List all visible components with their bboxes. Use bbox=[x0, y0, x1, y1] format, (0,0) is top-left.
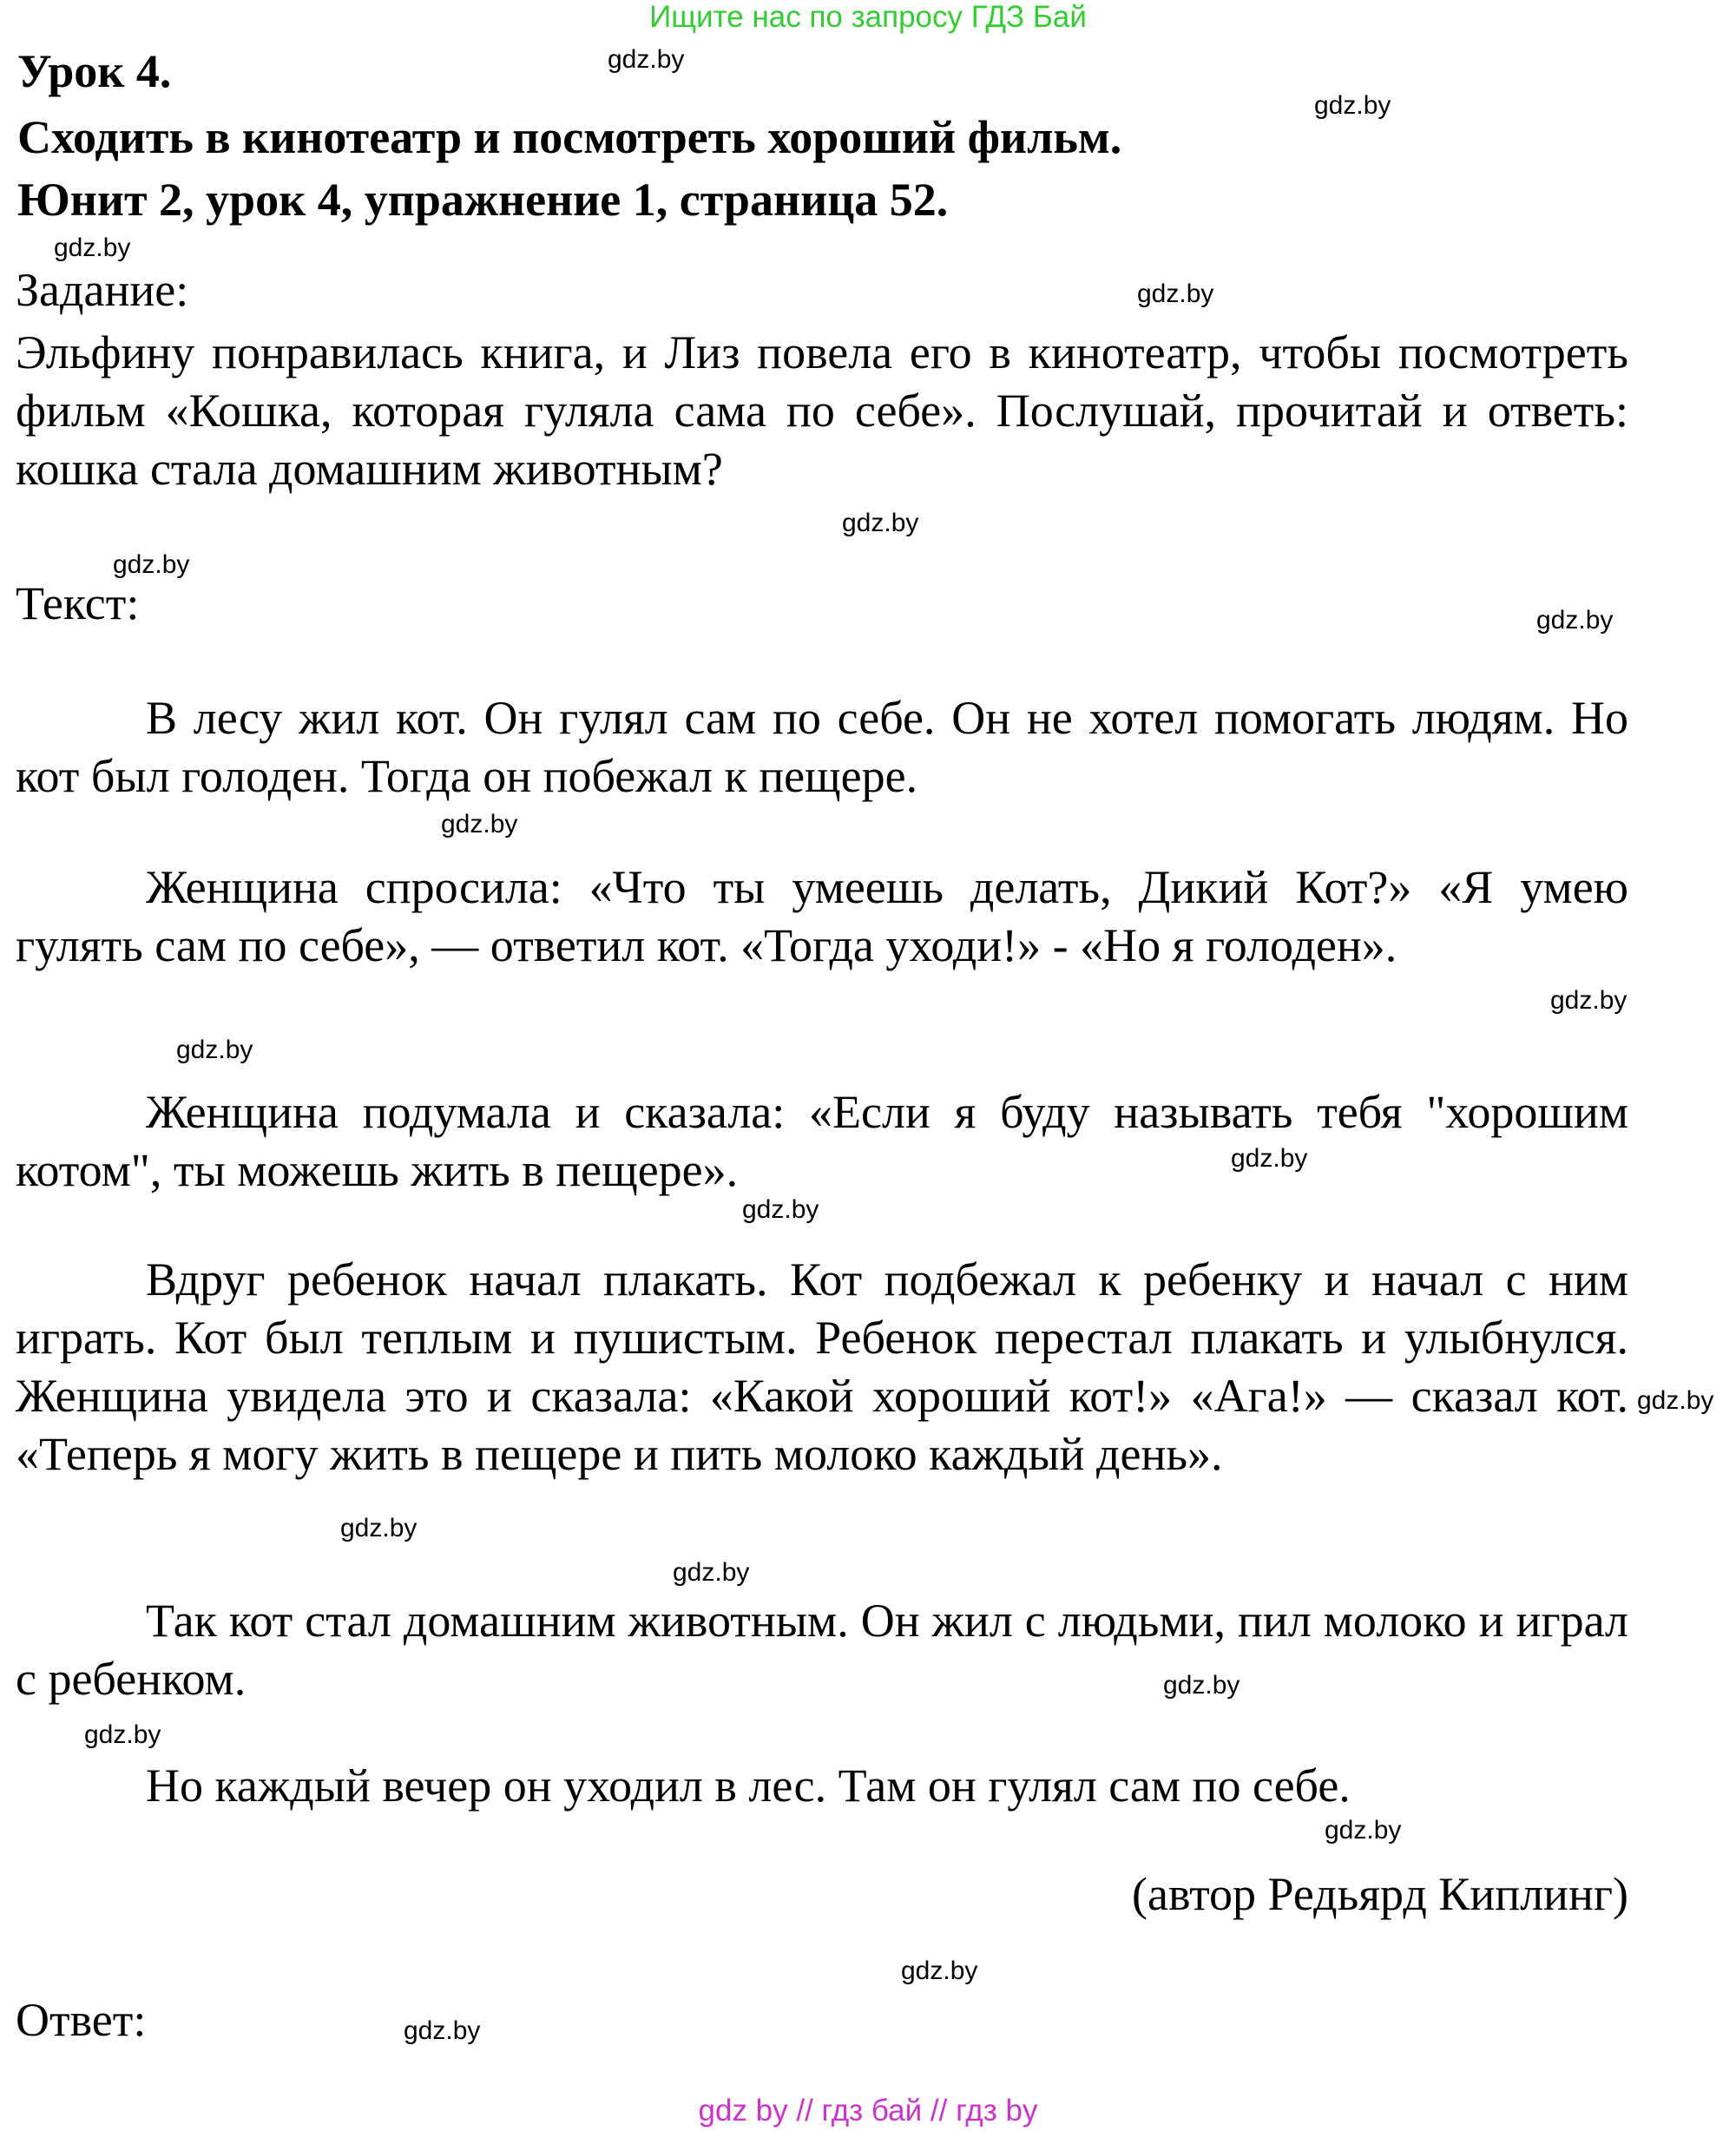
lesson-reference: Юнит 2, урок 4, упражнение 1, страница 52. bbox=[17, 174, 949, 226]
watermark: gdz.by bbox=[901, 1957, 978, 1985]
watermark: gdz.by bbox=[1137, 280, 1214, 308]
watermark: gdz.by bbox=[1536, 606, 1614, 635]
watermark: gdz.by bbox=[176, 1036, 253, 1064]
watermark: gdz.by bbox=[1163, 1671, 1240, 1700]
watermark: gdz.by bbox=[608, 45, 685, 74]
task-label: Задание: bbox=[16, 264, 189, 316]
watermark: gdz.by bbox=[54, 233, 131, 262]
watermark: gdz.by bbox=[842, 509, 919, 537]
watermark: gdz.by bbox=[1637, 1386, 1714, 1415]
watermark: gdz.by bbox=[1231, 1144, 1308, 1173]
top-banner: Ищите нас по запросу ГДЗ Бай bbox=[649, 0, 1087, 34]
watermark: gdz.by bbox=[1314, 91, 1391, 120]
text-paragraph: В лесу жил кот. Он гулял сам по себе. Он не хотел помогать людям. Но кот был голоден. Тогда он побежал к пещере. bbox=[16, 692, 1628, 802]
text-paragraph: Но каждый вечер он уходил в лес. Там он гулял сам по себе. bbox=[146, 1759, 1351, 1812]
watermark: gdz.by bbox=[1325, 1816, 1402, 1845]
text-paragraph: Женщина подумала и сказала: «Если я буду называть тебя "хорошим котом", ты можешь жить в пещере». bbox=[16, 1086, 1628, 1196]
text-paragraph: Женщина спросила: «Что ты умеешь делать, Дикий Кот?» «Я умею гулять сам по себе», — ответил кот. «Тогда уходи!» - «Но я голоден». bbox=[16, 861, 1628, 971]
footer-watermark: gdz by // гдз бай // гдз by bbox=[698, 2094, 1038, 2128]
watermark: gdz.by bbox=[1550, 986, 1628, 1015]
watermark: gdz.by bbox=[404, 2016, 481, 2045]
author-credit: (автор Редьярд Киплинг) bbox=[1132, 1868, 1628, 1920]
lesson-title: Сходить в кинотеатр и посмотреть хороший фильм. bbox=[17, 111, 1122, 163]
text-paragraph: Вдруг ребенок начал плакать. Кот подбежал к ребенку и начал с ним играть. Кот был теплым и пушистым. Ребенок перестал плакать и улыбнулся. Женщина увидела это и сказала: «Какой хороший кот!» «Ага!» — сказал кот. «Теперь я могу жить в пещере и пить молоко каждый день». bbox=[16, 1253, 1628, 1480]
text-label: Текст: bbox=[16, 577, 140, 629]
task-text: Эльфину понравилась книга, и Лиз повела его в кинотеатр, чтобы посмотреть фильм «Кошка, которая гуляла сама по себе». Послушай, прочитай и ответь: кошка стала домашним животным? bbox=[16, 326, 1628, 495]
text-paragraph: Так кот стал домашним животным. Он жил с людьми, пил молоко и играл с ребенком. bbox=[16, 1595, 1628, 1705]
answer-label: Ответ: bbox=[16, 1994, 147, 2046]
watermark: gdz.by bbox=[673, 1558, 750, 1587]
watermark: gdz.by bbox=[441, 810, 518, 839]
watermark: gdz.by bbox=[340, 1514, 418, 1542]
watermark: gdz.by bbox=[113, 550, 190, 579]
watermark: gdz.by bbox=[84, 1720, 161, 1749]
watermark: gdz.by bbox=[742, 1195, 819, 1224]
lesson-heading: Урок 4. bbox=[17, 45, 172, 97]
